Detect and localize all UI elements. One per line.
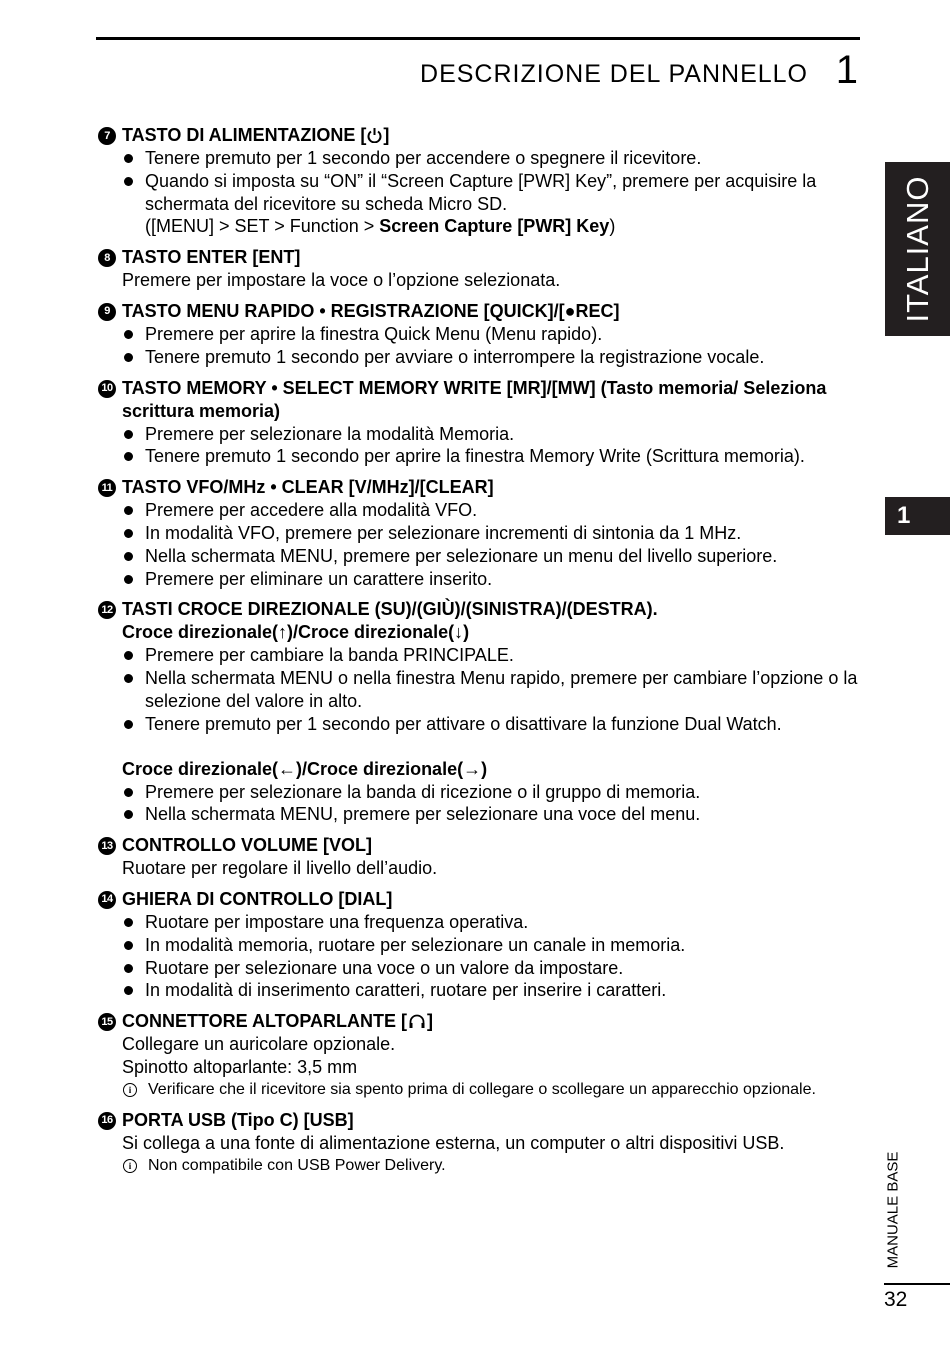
footer-rule [884, 1283, 950, 1285]
page-number: 32 [884, 1288, 908, 1311]
section-power-key [98, 124, 858, 238]
section-heading [98, 300, 858, 323]
section-text: Premere per impostare la voce o l’opzione selezionata. [122, 270, 561, 291]
chapter-number: 1 [835, 48, 858, 92]
chapter-tab: 1 [885, 497, 950, 535]
section-text: Spinotto altoparlante: 3,5 mm [122, 1056, 358, 1077]
list-item: Nella schermata MENU, premere per selezionare una voce del menu. [122, 803, 858, 826]
item-number-badge: 16 [98, 1112, 116, 1130]
power-icon [367, 127, 382, 143]
section-speaker [98, 1010, 858, 1101]
section-enter-key [98, 246, 858, 292]
section-heading [98, 124, 858, 147]
heading-text: TASTO MENU RAPIDO • REGISTRAZIONE [QUICK]/[ [122, 300, 565, 321]
list-item: Premere per cambiare la banda PRINCIPALE. [122, 644, 858, 667]
manual-label-text: MANUALE BASE [884, 1151, 902, 1269]
item-number-badge: 15 [98, 1013, 116, 1031]
section-heading [98, 377, 858, 423]
section-heading [98, 598, 858, 621]
section-heading [98, 888, 858, 911]
menu-path-bold: Screen Capture [PWR] Key [379, 216, 610, 237]
language-tab-label: ITALIANO [899, 175, 935, 323]
menu-path-text: ([MENU] > SET > Function > [145, 216, 380, 237]
heading-text: PORTA USB (Tipo C) [USB] [122, 1109, 354, 1130]
language-tab [885, 162, 950, 336]
section-text: Si collega a una fonte di alimentazione esterna, un computer o altri dispositivi USB. [122, 1132, 785, 1153]
heading-text: CONTROLLO VOLUME [VOL] [122, 835, 372, 856]
page-content [98, 124, 858, 1185]
note-text: Non compatibile con USB Power Delivery. [148, 1156, 446, 1174]
menu-path [98, 215, 858, 238]
heading-text: GHIERA DI CONTROLLO [DIAL] [122, 888, 393, 909]
section-usb [98, 1109, 858, 1177]
list-item: Premere per eliminare un carattere inserito. [122, 568, 858, 591]
item-number-badge: 7 [98, 127, 116, 145]
header-rule [96, 37, 860, 40]
note [98, 1155, 858, 1177]
section-direction-keys [98, 598, 858, 826]
section-memory-key [98, 377, 858, 469]
list-item: Premere per aprire la finestra Quick Menu (Menu rapido). [122, 323, 858, 346]
section-text: Collegare un auricolare opzionale. [122, 1034, 396, 1055]
subheading-left-right: Croce direzionale(←)/Croce direzionale(→) [122, 758, 488, 779]
heading-text: TASTI CROCE DIREZIONALE (SU)/(GIÙ)/(SINISTRA)/(DESTRA). [122, 599, 658, 620]
section-heading [98, 834, 858, 857]
item-number-badge: 14 [98, 891, 116, 909]
heading-text-end: ] [383, 125, 390, 145]
item-number-badge: 10 [98, 380, 116, 398]
subheading-up-down: Croce direzionale(↑)/Croce direzionale(↓) [122, 622, 470, 643]
section-text: Ruotare per regolare il livello dell’audio. [122, 858, 438, 879]
item-number-badge: 9 [98, 303, 116, 321]
section-vfo-key [98, 476, 858, 590]
info-icon: i [123, 1159, 137, 1173]
item-number-badge: 11 [98, 479, 116, 497]
menu-path-end: ) [609, 216, 616, 237]
list-item: Premere per selezionare la banda di ricezione o il gruppo di memoria. [122, 781, 858, 804]
note [98, 1079, 858, 1101]
item-number-badge: 8 [98, 249, 116, 267]
item-number-badge: 13 [98, 837, 116, 855]
list-item: Ruotare per impostare una frequenza operativa. [122, 911, 858, 934]
manual-label [873, 1150, 913, 1270]
list-item: Nella schermata MENU, premere per selezionare un menu del livello superiore. [122, 545, 858, 568]
heading-text-end: REC] [575, 300, 620, 321]
record-dot-icon: ● [564, 300, 576, 321]
section-volume [98, 834, 858, 880]
list-item: In modalità di inserimento caratteri, ruotare per inserire i caratteri. [122, 979, 858, 1002]
list-item: Premere per accedere alla modalità VFO. [122, 499, 858, 522]
list-item: Tenere premuto per 1 secondo per attivare o disattivare la funzione Dual Watch. [122, 713, 858, 736]
heading-text: TASTO VFO/MHz • CLEAR [V/MHz]/[CLEAR] [122, 477, 494, 498]
section-heading [98, 246, 858, 269]
heading-text: TASTO MEMORY • SELECT MEMORY WRITE [MR]/[MW] (Tasto memoria/ Seleziona scrittura memoria) [122, 377, 827, 421]
section-heading [98, 476, 858, 499]
section-heading [98, 1109, 858, 1132]
list-item: In modalità memoria, ruotare per selezionare un canale in memoria. [122, 934, 858, 957]
heading-text: CONNETTORE ALTOPARLANTE [ [122, 1011, 407, 1032]
list-item: Tenere premuto per 1 secondo per accendere o spegnere il ricevitore. [122, 147, 858, 170]
note-text: Verificare che il ricevitore sia spento prima di collegare o scollegare un apparecchio opzionale. [148, 1080, 816, 1098]
section-heading [98, 1010, 858, 1033]
heading-text: TASTO DI ALIMENTAZIONE [ [122, 125, 367, 145]
list-item: Tenere premuto 1 secondo per avviare o interrompere la registrazione vocale. [122, 346, 858, 369]
chapter-title: DESCRIZIONE DEL PANNELLO [420, 60, 808, 88]
heading-text: TASTO ENTER [ENT] [122, 247, 301, 268]
info-icon: i [123, 1083, 137, 1097]
headphone-icon [408, 1013, 426, 1029]
list-item: In modalità VFO, premere per selezionare incrementi di sintonia da 1 MHz. [122, 522, 858, 545]
section-quick-key [98, 300, 858, 369]
list-item: Premere per selezionare la modalità Memoria. [122, 423, 858, 446]
list-item: Quando si imposta su “ON” il “Screen Capture [PWR] Key”, premere per acquisire la schermata del ricevitore su scheda Micro SD. [122, 170, 858, 216]
list-item: Ruotare per selezionare una voce o un valore da impostare. [122, 957, 858, 980]
list-item: Nella schermata MENU o nella finestra Menu rapido, premere per cambiare l’opzione o la selezione del valore in alto. [122, 667, 858, 713]
heading-text-end: ] [427, 1011, 433, 1032]
item-number-badge: 12 [98, 601, 116, 619]
list-item: Tenere premuto 1 secondo per aprire la finestra Memory Write (Scrittura memoria). [122, 445, 858, 468]
section-dial [98, 888, 858, 1002]
